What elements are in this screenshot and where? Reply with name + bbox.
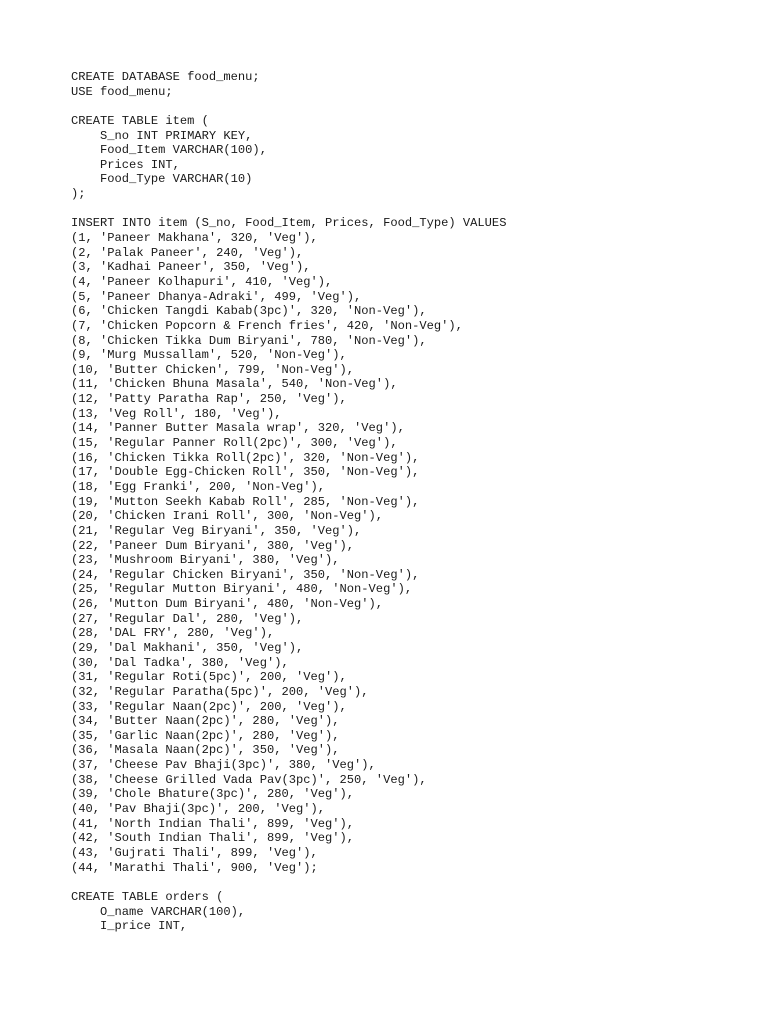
code-line: (41, 'North Indian Thali', 899, 'Veg'), bbox=[71, 816, 355, 831]
code-line: (24, 'Regular Chicken Biryani', 350, 'Non-Veg'), bbox=[71, 567, 420, 582]
code-line: O_name VARCHAR(100), bbox=[71, 904, 246, 919]
code-line: (35, 'Garlic Naan(2pc)', 280, 'Veg'), bbox=[71, 728, 340, 743]
code-line: (20, 'Chicken Irani Roll', 300, 'Non-Veg'), bbox=[71, 509, 384, 524]
code-line: Food_Type VARCHAR(10) bbox=[71, 172, 253, 187]
code-line: (16, 'Chicken Tikka Roll(2pc)', 320, 'Non-Veg'), bbox=[71, 450, 420, 465]
code-line: INSERT INTO item (S_no, Food_Item, Prices, Food_Type) VALUES bbox=[71, 216, 507, 231]
code-line bbox=[71, 202, 751, 217]
code-line: (9, 'Murg Mussallam', 520, 'Non-Veg'), bbox=[71, 348, 347, 363]
code-line: (22, 'Paneer Dum Biryani', 380, 'Veg'), bbox=[71, 538, 355, 553]
code-line: (8, 'Chicken Tikka Dum Biryani', 780, 'Non-Veg'), bbox=[71, 333, 427, 348]
code-line: (21, 'Regular Veg Biryani', 350, 'Veg'), bbox=[71, 523, 362, 538]
code-line: (23, 'Mushroom Biryani', 380, 'Veg'), bbox=[71, 553, 340, 568]
code-line: I_price INT, bbox=[71, 919, 188, 934]
code-line: (36, 'Masala Naan(2pc)', 350, 'Veg'), bbox=[71, 743, 340, 758]
code-line: (25, 'Regular Mutton Biryani', 480, 'Non-Veg'), bbox=[71, 582, 413, 597]
code-line: (14, 'Panner Butter Masala wrap', 320, 'Veg'), bbox=[71, 421, 405, 436]
code-line: (39, 'Chole Bhature(3pc)', 280, 'Veg'), bbox=[71, 787, 355, 802]
code-line: (28, 'DAL FRY', 280, 'Veg'), bbox=[71, 626, 275, 641]
code-line: (44, 'Marathi Thali', 900, 'Veg'); bbox=[71, 860, 318, 875]
code-line: (40, 'Pav Bhaji(3pc)', 200, 'Veg'), bbox=[71, 802, 326, 817]
code-line: (17, 'Double Egg-Chicken Roll', 350, 'Non-Veg'), bbox=[71, 465, 420, 480]
code-line: (11, 'Chicken Bhuna Masala', 540, 'Non-Veg'), bbox=[71, 377, 398, 392]
code-line: (5, 'Paneer Dhanya-Adraki', 499, 'Veg'), bbox=[71, 289, 362, 304]
code-line: (6, 'Chicken Tangdi Kabab(3pc)', 320, 'Non-Veg'), bbox=[71, 304, 427, 319]
code-line: (38, 'Cheese Grilled Vada Pav(3pc)', 250, 'Veg'), bbox=[71, 772, 427, 787]
code-line: USE food_menu; bbox=[71, 84, 173, 99]
code-line: (12, 'Patty Paratha Rap', 250, 'Veg'), bbox=[71, 392, 347, 407]
code-line: (43, 'Gujrati Thali', 899, 'Veg'), bbox=[71, 845, 318, 860]
code-line: (18, 'Egg Franki', 200, 'Non-Veg'), bbox=[71, 479, 326, 494]
code-line: CREATE TABLE item ( bbox=[71, 113, 209, 128]
code-line: (19, 'Mutton Seekh Kabab Roll', 285, 'Non-Veg'), bbox=[71, 494, 420, 509]
code-line: CREATE DATABASE food_menu; bbox=[71, 70, 260, 84]
code-line: (26, 'Mutton Dum Biryani', 480, 'Non-Veg'), bbox=[71, 597, 384, 612]
code-line bbox=[71, 875, 751, 890]
code-line: (3, 'Kadhai Paneer', 350, 'Veg'), bbox=[71, 260, 311, 275]
code-line: (27, 'Regular Dal', 280, 'Veg'), bbox=[71, 611, 304, 626]
code-line: (32, 'Regular Paratha(5pc)', 200, 'Veg'), bbox=[71, 684, 369, 699]
code-line: (4, 'Paneer Kolhapuri', 410, 'Veg'), bbox=[71, 274, 333, 289]
code-line: (2, 'Palak Paneer', 240, 'Veg'), bbox=[71, 245, 304, 260]
code-line: (10, 'Butter Chicken', 799, 'Non-Veg'), bbox=[71, 362, 355, 377]
code-line: (31, 'Regular Roti(5pc)', 200, 'Veg'), bbox=[71, 670, 347, 685]
code-line: (15, 'Regular Panner Roll(2pc)', 300, 'Veg'), bbox=[71, 436, 398, 451]
code-line: S_no INT PRIMARY KEY, bbox=[71, 128, 253, 143]
code-line: (42, 'South Indian Thali', 899, 'Veg'), bbox=[71, 831, 355, 846]
code-line bbox=[71, 99, 751, 114]
code-line: (13, 'Veg Roll', 180, 'Veg'), bbox=[71, 406, 282, 421]
code-line: (33, 'Regular Naan(2pc)', 200, 'Veg'), bbox=[71, 699, 347, 714]
code-line: (1, 'Paneer Makhana', 320, 'Veg'), bbox=[71, 231, 318, 246]
code-line: (29, 'Dal Makhani', 350, 'Veg'), bbox=[71, 640, 304, 655]
code-line: (37, 'Cheese Pav Bhaji(3pc)', 380, 'Veg'), bbox=[71, 758, 376, 773]
code-line: Prices INT, bbox=[71, 157, 180, 172]
code-line: (30, 'Dal Tadka', 380, 'Veg'), bbox=[71, 655, 289, 670]
code-line: Food_Item VARCHAR(100), bbox=[71, 143, 267, 158]
code-line: (7, 'Chicken Popcorn & French fries', 420, 'Non-Veg'), bbox=[71, 318, 463, 333]
document-page bbox=[71, 70, 751, 934]
code-line: CREATE TABLE orders ( bbox=[71, 889, 224, 904]
code-line: (34, 'Butter Naan(2pc)', 280, 'Veg'), bbox=[71, 714, 340, 729]
code-line: ); bbox=[71, 187, 86, 202]
